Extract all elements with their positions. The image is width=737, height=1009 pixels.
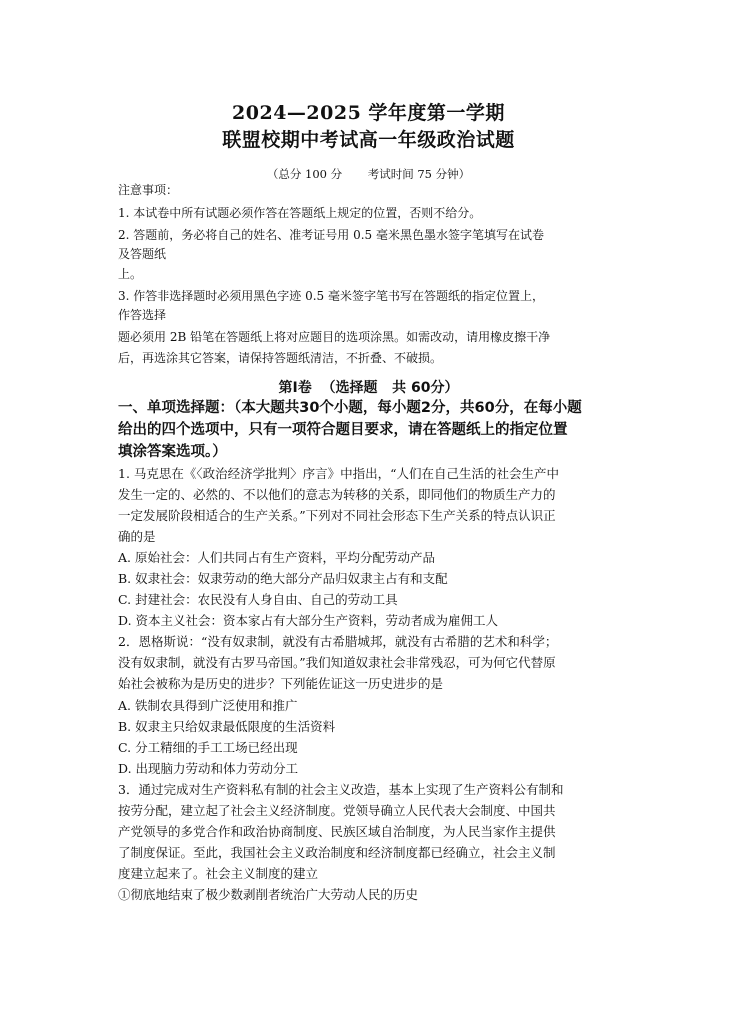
question-1-option-a: A. 原始社会：人们共同占有生产资料，平均分配劳动产品 [118, 550, 435, 565]
question-3-stem: 了制度保证。至此，我国社会主义政治制度和经济制度都已经确立，社会主义制 [118, 845, 556, 860]
notice-line: 3. 作答非选择题时必须用黑色字迹 0.5 毫米签字笔书写在答题纸的指定位置上， [118, 289, 544, 303]
question-3-option-1: ①彻底地结束了极少数剥削者统治广大劳动人民的历史 [118, 887, 419, 902]
section-instruction: 填涂答案选项。） [118, 444, 227, 460]
section-title: 第Ⅰ卷 （选择题 共 60分） [278, 380, 459, 396]
question-3-stem: 度建立起来了。社会主义制度的建立 [118, 866, 319, 881]
notice-line: 2. 答题前，务必将自己的姓名、准考证号用 0.5 毫米黑色墨水签字笔填写在试卷 [118, 228, 544, 242]
notice-line: 作答选择 [118, 308, 167, 322]
question-1-stem: 发生一定的、必然的、不以他们的意志为转移的关系，即同他们的物质生产力的 [118, 487, 556, 502]
question-3-stem: 按劳分配，建立起了社会主义经济制度。党领导确立人民代表大会制度、中国共 [118, 803, 556, 818]
question-2-option-a: A. 铁制农具得到广泛使用和推广 [118, 698, 298, 713]
question-1-stem: 确的是 [118, 529, 156, 544]
notice-line: 及答题纸 [118, 247, 167, 261]
notice-heading: 注意事项： [118, 183, 179, 197]
question-2-stem: 2．恩格斯说：“没有奴隶制，就没有古希腊城邦，就没有古希腊的艺术和科学； [118, 634, 558, 649]
question-1-option-d: D. 资本主义社会：资本家占有大部分生产资料，劳动者成为雇佣工人 [118, 613, 499, 628]
section-instruction: 给出的四个选项中，只有一项符合题目要求，请在答题纸上的指定位置 [118, 422, 568, 438]
notice-line: 1. 本试卷中所有试题必须作答在答题纸上规定的位置，否则不给分。 [118, 206, 482, 220]
section-instruction: 一、单项选择题：（本大题共30个小题，每小题2分，共60分，在每小题 [118, 400, 582, 416]
question-2-stem: 没有奴隶制，就没有古罗马帝国。”我们知道奴隶社会非常残忍，可为何它代替原 [118, 655, 556, 670]
notice-line: 后，再选涂其它答案，请保持答题纸清洁，不折叠、不破损。 [118, 351, 443, 365]
question-2-stem: 始社会被称为是历史的进步？下列能佐证这一历史进步的是 [118, 676, 444, 691]
question-3-stem: 产党领导的多党合作和政治协商制度、民族区域自治制度，为人民当家作主提供 [118, 824, 556, 839]
exam-meta: （总分 100 分 考试时间 75 分钟） [266, 167, 471, 181]
exam-title-subject: 联盟校期中考试高一年级政治试题 [222, 129, 515, 151]
question-3-stem: 3．通过完成对生产资料私有制的社会主义改造，基本上实现了生产资料公有制和 [118, 782, 564, 797]
question-1-stem: 一定发展阶段相适合的生产关系。”下列对不同社会形态下生产关系的特点认识正 [118, 508, 556, 523]
notice-line: 上。 [118, 267, 143, 281]
notice-line: 题必须用 2B 铅笔在答题纸上将对应题目的选项涂黑。如需改动，请用橡皮擦干净 [118, 330, 551, 344]
question-1-option-c: C. 封建社会：农民没有人身自由、自己的劳动工具 [118, 592, 398, 607]
question-2-option-c: C. 分工精细的手工工场已经出现 [118, 740, 298, 755]
question-2-option-d: D. 出现脑力劳动和体力劳动分工 [118, 761, 299, 776]
exam-title-year: 2024—2025 学年度第一学期 [232, 102, 505, 124]
question-2-option-b: B. 奴隶主只给奴隶最低限度的生活资料 [118, 719, 336, 734]
question-1-option-b: B. 奴隶社会：奴隶劳动的绝大部分产品归奴隶主占有和支配 [118, 571, 448, 586]
question-1-stem: 1. 马克思在《〈政治经济学批判〉序言》中指出，“人们在自己生活的社会生产中 [118, 466, 560, 481]
